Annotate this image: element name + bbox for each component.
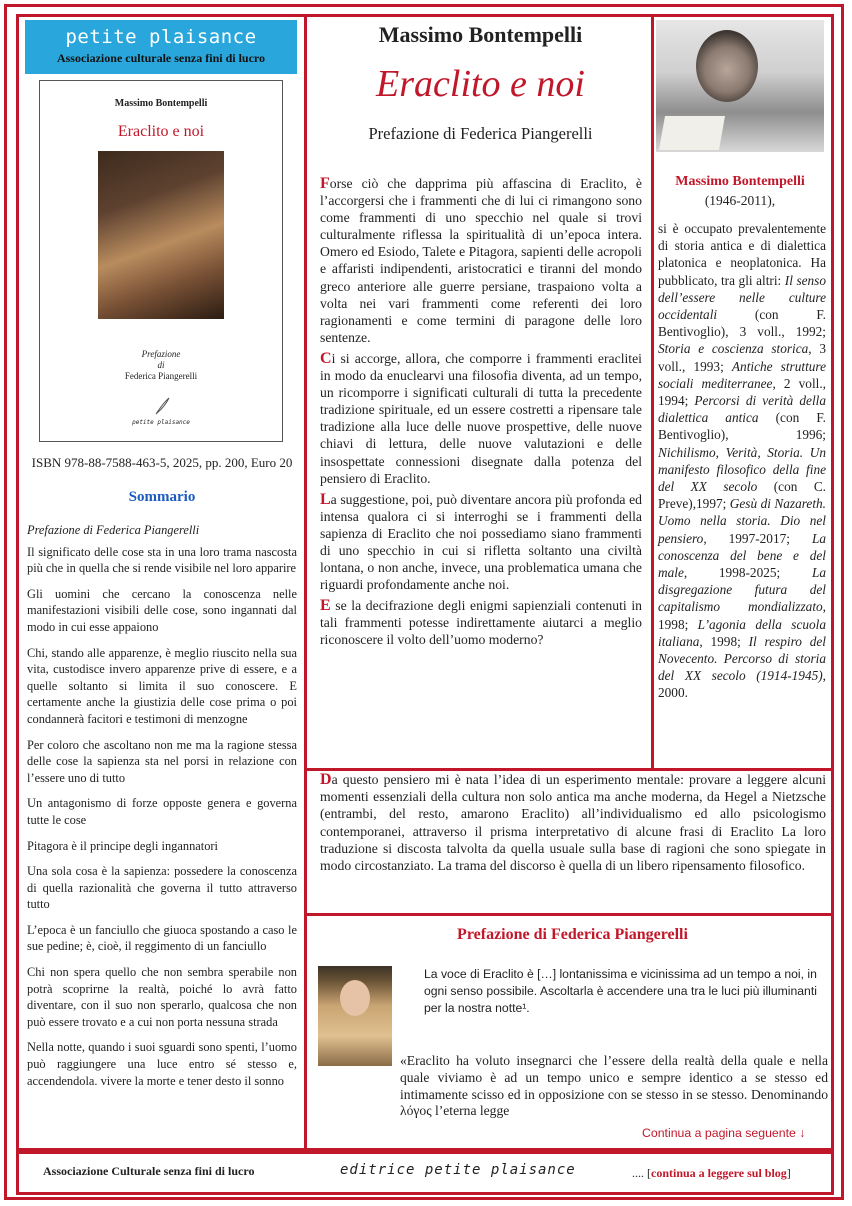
paragraph: E se la decifrazione degli enigmi sapienziali contenuti in tali frammenti potesse indirettamente aiutarci a meglio riconoscere il volto dell’uomo moderno? (320, 597, 642, 648)
prefazione-title: Prefazione di Federica Piangerelli (457, 926, 688, 943)
list-item: Chi non spera quello che non sembra sperabile non potrà scoprirne la realtà, poiché lo avrà fatto diventare, con il suo non sperarlo, qualcosa che non può essere trovato e a cui non porta nessuna strada (27, 965, 297, 1029)
footer-association: Associazione Culturale senza fini di lucro (43, 1164, 255, 1178)
prefazione-text: «Eraclito ha voluto insegnarci che l’essere della realtà della quale e nella quale viviamo è ad un tempo unico e sempre identico a se stesso ed intimamente scisso ed in opposizione con se stesso in se stesso. Denominando λόγος l’eterna legge (400, 1053, 828, 1119)
intro-body (320, 175, 642, 653)
prefazione-quote: La voce di Eraclito è […] lontanissima e vicinissima ad un tempo a noi, in ogni senso possibile. Ascoltarla è accendere una tra le luci più illuminanti per la nostra notte¹. (424, 967, 817, 1015)
author-photo (656, 20, 824, 152)
cover-author: Massimo Bontempelli (114, 98, 208, 109)
list-item: Chi, stando alle apparenze, è meglio riuscito nella sua vita, custodisce invero apparenze prive di essere, e a quelle soltanto si limita il suo conoscere. E certamente anche la giustizia delle cose prima o poi condannerà facitori e testimoni di menzogne (27, 645, 297, 726)
brand-header (25, 20, 297, 74)
page-preface-subtitle: Prefazione di Federica Piangerelli (368, 124, 593, 143)
list-item: Una sola cosa è la sapienza: possedere la conoscenza di quella razionalità che governa il tutto attraverso tutto (27, 864, 297, 912)
preface-author-photo (318, 966, 392, 1066)
book-cover (39, 80, 283, 442)
blog-link[interactable]: continua a leggere sul blog (651, 1166, 787, 1180)
bio-name: Massimo Bontempelli (675, 174, 805, 189)
list-item: Per coloro che ascoltano non me ma la ragione stessa delle cose la sapienza sta nel porsi in relazione con l’essere uno di tutto (27, 737, 297, 785)
brand-subtitle: Associazione culturale senza fini di lucro (56, 51, 266, 65)
author-photo-head (696, 30, 758, 102)
sommario-list (27, 522, 297, 1098)
preface-author-face (340, 980, 370, 1016)
page-author: Massimo Bontempelli (378, 22, 583, 47)
list-item: Un antagonismo di forze opposte genera e governa tutte le cose (27, 796, 297, 827)
footer-blog: .... [continua a leggere sul blog] (632, 1166, 791, 1180)
paragraph: La suggestione, poi, può diventare ancora più profonda ed intensa qualora ci si interroghi se i frammenti della sapienza di Eraclito che noi possediamo siano frammenti di uno specchio in cui si rifletta soltanto una civiltà lontana, o non anche, invece, una problematica umana che riguardi profondamente anche noi. (320, 490, 642, 593)
bio-text: si è occupato prevalentemente di storia antica e di dialettica platonica e neoplatonica. Ha pubblicato, tra gli altri: Il senso dell’essere nelle culture occidentali (con F. Bentivoglio), 3 voll., 1992; Storia e coscienza storica, 3 voll., 1993; Antiche strutture sociali mediterranee, 2 voll., 1994; Percorsi di verità della dialettica antica (con F. Bentivoglio), 1996; Nichilismo, Verità, Storia. Un manifesto filosofico della fine del XX secolo (con C. Preve),1997; Gesù di Nazareth. Uomo nella storia. Dio nel pensiero, 1997-2017; La conoscenza del bene e del male, 1998-2025; La disgregazione futura del capitalismo mondializzato, 1998; L’agonia della scuola italiana, 1998; Il respiro del Novecento. Percorso di storia del XX secolo (1914-1945), 2000. (658, 221, 827, 701)
wide-paragraph: Da questo pensiero mi è nata l’idea di un esperimento mentale: provare a leggere alcuni momenti essenziali della cultura non solo antica ma anche moderna, da Hegel a Nietzsche (entrambi, del resto, amarono Eraclito) all’individualismo ed allo psicologismo contemporanei, attraverso il prisma interpretativo di alcune frasi di Eraclito La loro traduzione si discosta talvolta da quella usuale sulla base di ragioni che sono spiegate in modo circostanziato. La trama del discorso è quella di un libero ripensamento filosofico. (320, 771, 826, 874)
author-photo-book (659, 116, 725, 150)
quill-icon (152, 396, 172, 416)
list-item: Gli uomini che cercano la conoscenza nelle manifestazioni visibili delle cose, sono ingannati dal modo in cui esse appaiono (27, 586, 297, 634)
footer-publisher-logo: editrice petite plaisance (340, 1162, 576, 1178)
page-title: Eraclito e noi (376, 63, 585, 105)
isbn-info: ISBN 978-88-7588-463-5, 2025, pp. 200, Euro 20 (31, 455, 293, 470)
list-item: Prefazione di Federica Piangerelli (27, 523, 200, 537)
brand-name: petite plaisance (65, 26, 257, 48)
list-item: Pitagora è il principe degli ingannatori (27, 838, 218, 853)
continue-link[interactable]: Continua a pagina seguente ↓ (642, 1126, 806, 1140)
paragraph: Ci si accorge, allora, che comporre i frammenti eraclitei in modo da enuclearvi una filosofia diventa, ad un tempo, un ricomporre i significati culturali di tutta la precedente tradizione spirituale, ed un essere costretti a ripensare tale tradizione alla luce delle nuove prospettive, delle nuove chiavi di lettura, delle nuove valutazioni e delle insospettate connessioni disegnate dalla potenza del pensiero di Eraclito. (320, 349, 642, 486)
cover-publisher-logo: petite plaisance (132, 419, 190, 426)
cover-painting (98, 151, 224, 319)
cover-preface-label: Prefazione di (141, 349, 181, 370)
list-item: Nella notte, quando i suoi sguardi sono spenti, l’uomo può raggiungere una luce entro sé stesso e, accendendola. vivere la morte e tener desto il sonno (27, 1040, 297, 1088)
cover-title: Eraclito e noi (117, 123, 205, 140)
paragraph: Forse ciò che dapprima più affascina di Eraclito, è l’accorgersi che i frammenti che di lui ci rimangono sono come frammenti di uno specchio nel quale si trovi culturalmente riflessa la spiritualità di un’epoca intera. Omero ed Esiodo, Talete e Pitagora, sapienti delle acropoli e affaristi indipendenti, aristocratici e tiranni del mondo greco anteriore alle guerre persiane, traspaiono volta a volta nei vari frammenti come referenti dei loro ragionamenti e come termini di paragone delle loro sentenze. (320, 175, 642, 345)
list-item: Il significato delle cose sta in una loro trama nascosta più che in quella che si rende visibile nel loro apparire (27, 544, 297, 576)
list-item: L’epoca è un fanciullo che giuoca spostando a caso le sue pedine; è, cioè, il reggimento di un fanciullo (27, 922, 297, 954)
cover-preface-by: Federica Piangerelli (124, 371, 198, 381)
sommario-title: Sommario (128, 489, 196, 505)
bio-years: (1946-2011), (704, 193, 776, 208)
